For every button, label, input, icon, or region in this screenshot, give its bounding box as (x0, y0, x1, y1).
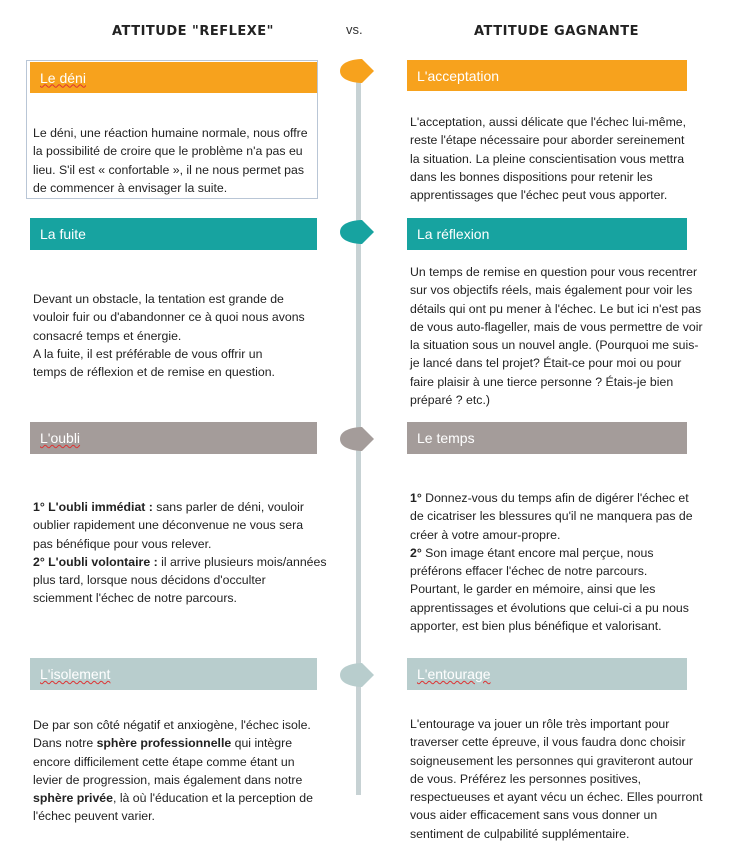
oubli-text (33, 498, 328, 608)
acceptation-line: reste l'étape nécessaire pour aborder sereinement (410, 133, 685, 148)
right-column-title: ATTITUDE GAGNANTE (474, 24, 640, 39)
isolement-line: levier de progression, mais également dans notre (33, 772, 303, 787)
left-bar-oubli (30, 422, 317, 454)
acceptation-text (410, 113, 710, 204)
temps-line: de cicatriser les blessures qu'il ne manquera pas de (410, 509, 693, 524)
temps-text (410, 489, 710, 635)
reflexion-title: La réflexion (417, 226, 490, 242)
temps-line: apporter, est bien plus bénéfique et valorisant. (410, 619, 662, 634)
right-bar-acceptation (407, 60, 687, 91)
deni-line: Le déni, une réaction humaine normale, nous offre (33, 126, 308, 140)
entourage-text (410, 715, 720, 843)
fuite-title: La fuite (40, 226, 86, 242)
oubli-line: 1° L'oubli immédiat : sans parler de déni, vouloir (33, 500, 304, 514)
entourage-line: soigneusement les personnes qui graviteront autour (410, 753, 694, 768)
oubli-line: pas bénéfique pour vous relever. (33, 536, 212, 551)
left-column-title: ATTITUDE "REFLEXE" (112, 24, 274, 39)
temps-line: 1° Donnez-vous du temps afin de digérer l'échec et (410, 491, 689, 505)
temps-line: 2° Son image étant encore mal perçue, nous (410, 545, 654, 560)
acceptation-line: L'acceptation, aussi délicate que l'échec lui-même, (410, 115, 687, 129)
acceptation-line: la situation. La pleine conscientisation vous mettra (410, 151, 685, 166)
temps-line: créer à votre amour-propre. (410, 527, 561, 542)
entourage-line: sentiment de culpabilité supplémentaire. (410, 826, 630, 841)
entourage-line: respectueuses et ayant vécu un échec. Elles pourront (410, 790, 703, 805)
reflexion-line: Un temps de remise en question pour vous recentrer (410, 265, 698, 279)
oubli-line: plus tard, lorsque nous décidons d'occulter (33, 573, 266, 588)
oubli-line: 2° L'oubli volontaire : il arrive plusieurs mois/années (33, 554, 327, 569)
entourage-line: L'entourage va jouer un rôle très important pour (410, 717, 670, 731)
temps-title: Le temps (417, 430, 475, 446)
reflexion-line: sur vos objectifs réels, mais également pour voir les (410, 283, 693, 298)
fuite-line: A la fuite, il est préférable de vous offrir un (33, 346, 263, 361)
fuite-line: temps de réflexion et de remise en question. (33, 365, 275, 380)
isolement-line: Dans notre sphère professionnelle qui intègre (33, 736, 293, 751)
deni-text (33, 124, 323, 197)
entourage-line: vous aider efficacement sans vous donner un (410, 808, 658, 823)
fuite-text (33, 290, 323, 381)
left-bar-fuite (30, 218, 317, 250)
reflexion-line: la situation sous un nouvel angle. (Pourquoi me suis- (410, 338, 699, 353)
oubli-line: sciemment l'échec de notre parcours. (33, 591, 237, 606)
timeline-marker-orange (336, 57, 376, 85)
right-bar-entourage (407, 658, 687, 690)
reflexion-line: détails qui ont pu mener à l'échec. Le but ici n'est pas (410, 301, 702, 316)
oubli-line: oublier rapidement une déconvenue ne vous sera (33, 518, 304, 533)
right-bar-reflexion (407, 218, 687, 250)
isolement-line: encore difficilement cette étape comme étant un (33, 754, 295, 769)
isolement-line: De par son côté négatif et anxiogène, l'échec isole. (33, 718, 311, 732)
deni-line: de commencer à envisager la suite. (33, 180, 228, 195)
fuite-line: vouloir fuir ou d'abandonner ce à quoi nous avons (33, 310, 305, 325)
reflexion-line: préparé ? etc.) (410, 393, 490, 408)
deni-title: Le déni (40, 69, 86, 86)
timeline-marker-light-teal (336, 661, 376, 689)
left-bar-deni (30, 62, 317, 93)
reflexion-line: de vous auto-flageller, mais de vous permettre de voir (410, 319, 703, 334)
versus-label: vs. (346, 22, 363, 37)
oubli-title: L'oubli (40, 430, 81, 446)
entourage-line: de vous. Préférez les personnes positives, (410, 771, 642, 786)
entourage-title: L'entourage (417, 666, 491, 682)
timeline-marker-grey (336, 425, 376, 453)
deni-line: lieu. S'il est « confortable », il ne nous permet pas (33, 162, 304, 177)
acceptation-line: apprentissages que l'échec peut vous apporter. (410, 188, 668, 203)
isolement-title: L'isolement (40, 666, 111, 682)
temps-line: préférons effacer l'échec de notre parcours. (410, 564, 648, 579)
timeline-marker-teal (336, 218, 376, 246)
left-bar-isolement (30, 658, 317, 690)
acceptation-title: L'acceptation (417, 67, 500, 84)
reflexion-line: je lancé dans tel projet? Était-ce pour moi ou pour (410, 356, 682, 371)
isolement-line: sphère privée, là où l'éducation et la perception de (33, 791, 313, 806)
deni-line: la possibilité de croire que le problème n'a pas eu (33, 144, 303, 159)
entourage-line: traverser cette épreuve, il vous faudra donc choisir (410, 735, 686, 750)
temps-line: Pourtant, le garder en mémoire, ainsi que les (410, 582, 656, 597)
isolement-text (33, 716, 328, 826)
isolement-line: l'échec peuvent varier. (33, 809, 155, 824)
temps-line: apprentissages et évolutions que celui-ci a pu nous (410, 600, 689, 615)
acceptation-line: dans les bonnes dispositions pour retenir les (410, 169, 653, 184)
fuite-line: consacré temps et énergie. (33, 328, 182, 343)
reflexion-text (410, 263, 722, 409)
reflexion-line: faire plaisir à une tierce personne ? Étais-je bien (410, 374, 674, 389)
fuite-line: Devant un obstacle, la tentation est grande de (33, 292, 284, 306)
right-bar-temps (407, 422, 687, 454)
